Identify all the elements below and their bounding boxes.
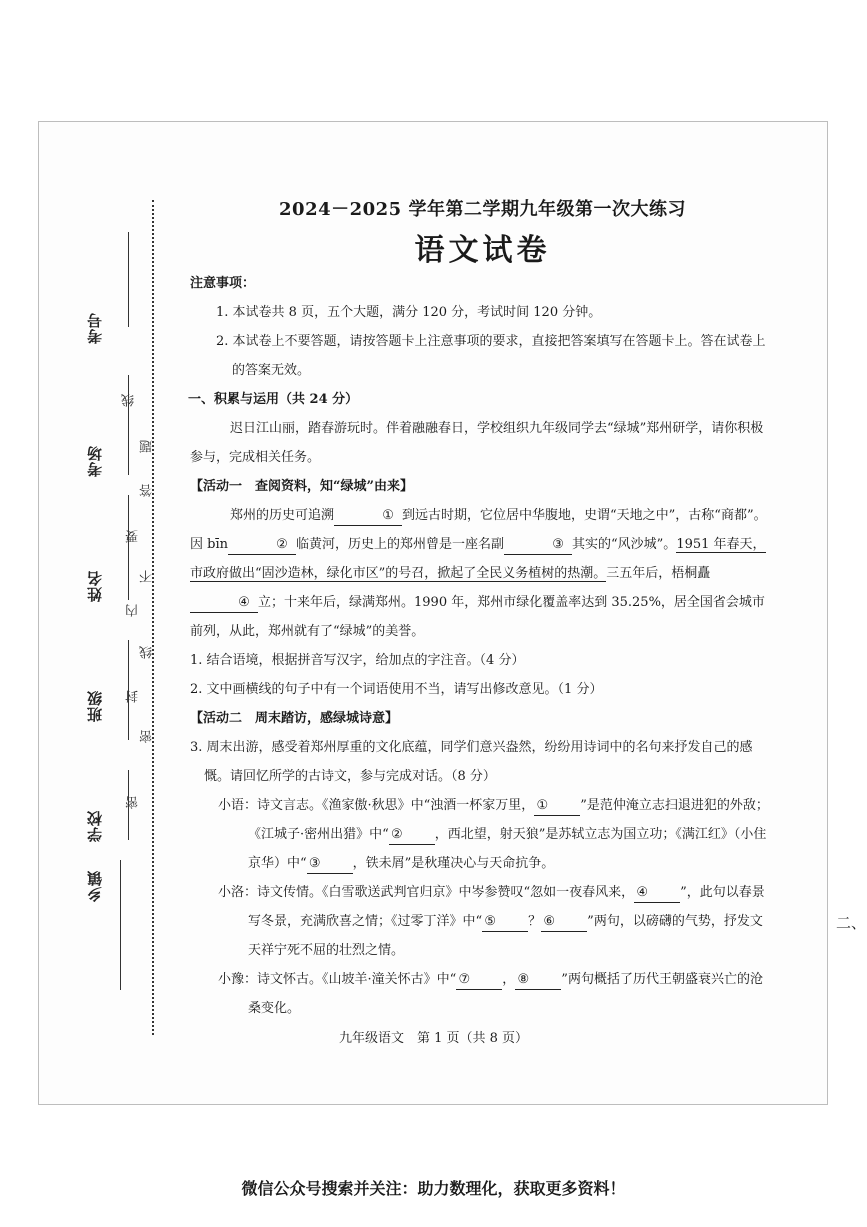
field-town: 乡镇 (86, 870, 104, 902)
blank-1[interactable]: ① (334, 507, 402, 526)
field-line-town (120, 860, 121, 990)
activity2-heading: 【活动二 周末踏访，感绿城诗意】 (190, 711, 399, 726)
notice-item: 2. 本试卷上不要答题，请按答题卡上注意事项的要求，直接把答案填写在答题卡上。答在试卷上的答案无效。 (216, 334, 766, 378)
dialogue-text: ”两句，以磅礴的气势，抒发文天祥宁死不屈的壮烈之情。 (248, 914, 763, 958)
dialogue-text: ？ (528, 914, 542, 929)
poem-blank-3[interactable]: ③ (307, 855, 353, 874)
notice-item: 1. 本试卷共 8 页，五个大题，满分 120 分，考试时间 120 分钟。 (216, 305, 602, 320)
dialogue-text: ”是范仲淹立志扫退进犯的外敌；《江城子·密州出猎》中“ (248, 798, 769, 842)
section1-heading: 一、积累与运用（共 24 分） (188, 392, 359, 407)
passage-text: 临黄河，历史上的郑州曾是一座名副 (296, 537, 505, 552)
poem-blank-7[interactable]: ⑦ (456, 971, 502, 990)
passage-text: 到远古时期，它位居中华腹地，史谓“天地之中”，古称“商都”。因 bīn (190, 508, 767, 552)
poem-blank-6[interactable]: ⑥ (541, 913, 587, 932)
seal-char: 要 (126, 530, 141, 543)
seal-char: 答 (140, 484, 155, 497)
blank-2[interactable]: ② (228, 536, 296, 555)
seal-char: 密 (140, 730, 155, 743)
field-name: 姓名 (86, 570, 104, 602)
dialogue-xiaoyu (190, 791, 775, 878)
section1-intro: 迟日江山丽，踏春游玩时。伴着融融春日，学校组织九年级同学去“绿城”郑州研学，请你积极参与，完成相关任务。 (190, 421, 764, 465)
passage-text: 郑州的历史可追溯 (230, 508, 335, 523)
field-line-kaochang (128, 375, 129, 475)
seal-char: 封 (126, 690, 141, 703)
poem-blank-2[interactable]: ② (389, 826, 435, 845)
passage-text: 立；十来年后，绿满郑州。1990 年，郑州市绿化覆盖率达到 35.25%，居全国省会城市前列，从此，郑州就有了“绿城”的美誉。 (190, 595, 765, 639)
question-1: 1. 结合语境，根据拼音写汉字，给加点的字注音。（4 分） (190, 653, 525, 668)
blank-4[interactable]: ④ (190, 594, 258, 613)
dialogue-text: ，西北望，射天狼”是苏轼立志为国立功；《满江红》（小住京华）中“ (248, 827, 767, 871)
field-line-kaohao (128, 232, 129, 327)
field-kaohao: 考号 (86, 312, 104, 344)
dialogue-text: ”，此句以春景写冬景，充满欣喜之情；《过零丁洋》中“ (248, 885, 765, 929)
page-footer: 九年级语文 第 1 页（共 8 页） (338, 1031, 529, 1046)
underlined-sentence: 1951 年春天，市政府做出“固沙造林，绿化市区”的号召，掀起了全民义务植树的热潮。 (190, 537, 766, 581)
notice-heading: 注意事项： (190, 276, 256, 291)
dialogue-text: 小洛：诗文传情。《白雪歌送武判官归京》中岑参赞叹“忽如一夜春风来， (218, 885, 635, 900)
dialogue-xiaoluo (190, 878, 775, 965)
exam-title: 语文试卷 (414, 233, 551, 268)
passage-text: 其实的“风沙城”。 (572, 537, 677, 552)
seal-char: 密 (126, 796, 141, 809)
exam-subtitle: 2024－2025 学年第二学期九年级第一次大练习 (279, 199, 686, 220)
field-school: 学校 (86, 810, 104, 842)
seal-char: 内 (126, 604, 141, 617)
seal-char: 题 (140, 440, 155, 453)
dialogue-text: 小豫：诗文怀古。《山坡羊·潼关怀古》中“ (218, 972, 457, 987)
dialogue-text: ，铁未屑”是秋瑾决心与天命抗争。 (352, 856, 555, 871)
activity1-heading: 【活动一 查阅资料，知“绿城”由来】 (190, 479, 413, 494)
poem-blank-4[interactable]: ④ (634, 884, 680, 903)
activity1-passage (190, 501, 775, 646)
poem-blank-8[interactable]: ⑧ (515, 971, 561, 990)
dialogue-text: ， (502, 972, 516, 987)
dialogue-xiaoyu-2 (190, 965, 775, 1023)
dialogue-text: ”两句概括了历代王朝盛衰兴亡的沧桑变化。 (248, 972, 763, 1016)
field-kaochang: 考场 (86, 445, 104, 477)
field-class: 班级 (86, 690, 104, 722)
field-line-name (128, 495, 129, 600)
poem-blank-1[interactable]: ① (534, 797, 580, 816)
exam-content (190, 195, 775, 1023)
seal-char: 不 (140, 570, 155, 583)
passage-text: 三五年后，梧桐矗 (606, 566, 711, 581)
seal-char: 线 (140, 646, 155, 659)
seal-char: 线 (122, 394, 137, 407)
blank-3[interactable]: ③ (504, 536, 572, 555)
wechat-notice: 微信公众号搜索并关注：助力数理化，获取更多资料！ (241, 1179, 626, 1198)
dialogue-text: 小语：诗文言志。《渔家傲·秋思》中“浊酒一杯家万里， (218, 798, 535, 813)
poem-blank-5[interactable]: ⑤ (482, 913, 528, 932)
question-2: 2. 文中画横线的句子中有一个词语使用不当，请写出修改意见。（1 分） (190, 682, 603, 697)
right-edge-mark: 二、 (836, 914, 867, 932)
question-3: 3. 周末出游，感受着郑州厚重的文化底蕴，同学们意兴盎然，纷纷用诗词中的名句来抒发自己的感慨。请回忆所学的古诗文，参与完成对话。（8 分） (190, 740, 753, 784)
seal-dotted-line (152, 200, 154, 1035)
